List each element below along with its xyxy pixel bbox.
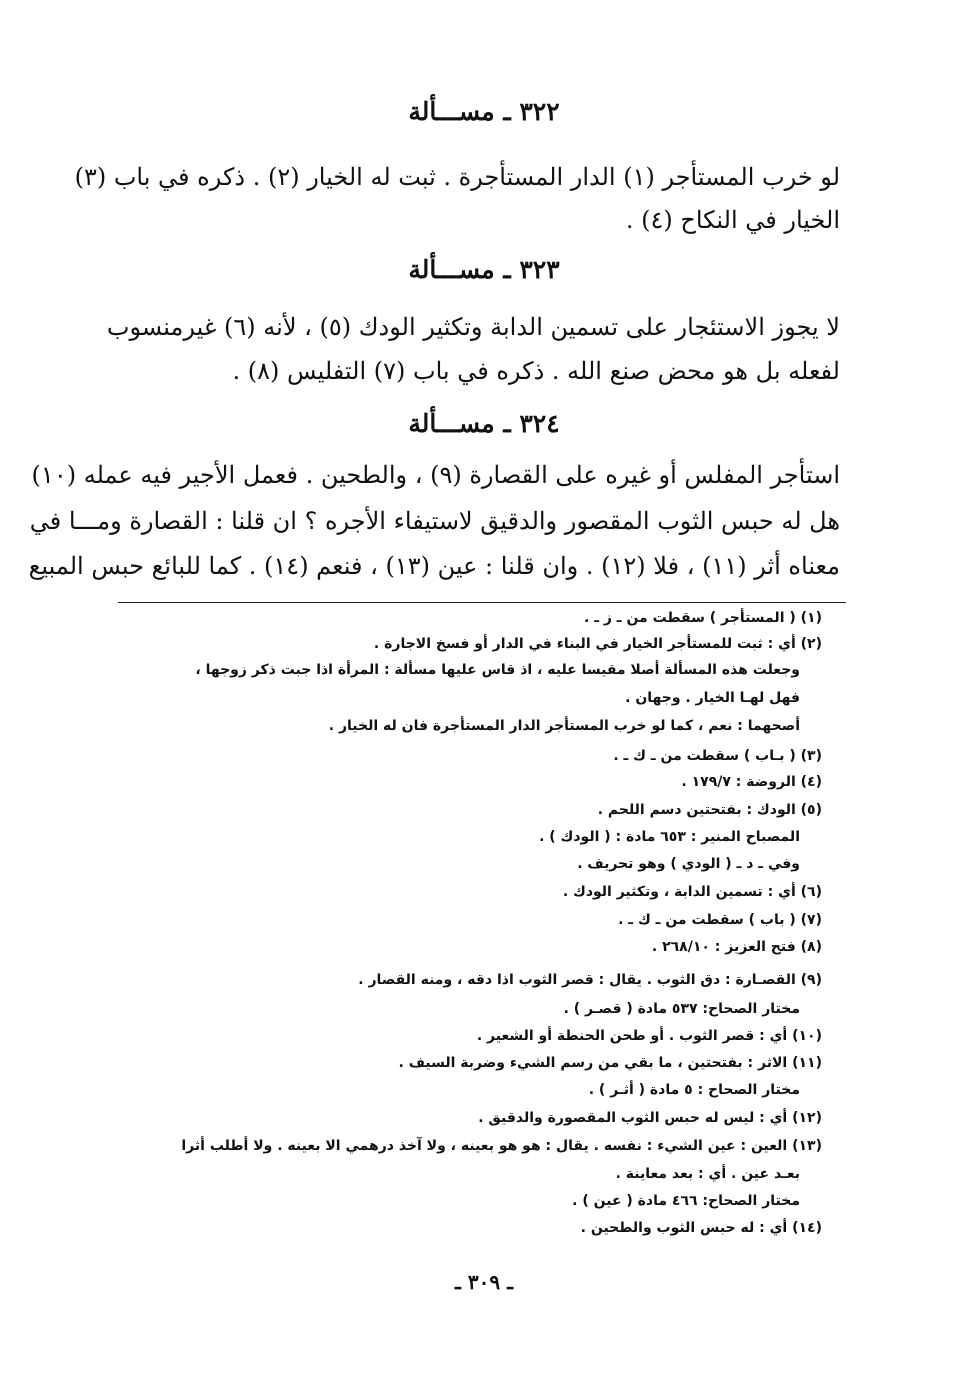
body-line: لفعله بل هو محض صنع الله . ذكره في باب (٧) التفليس (٨) . — [232, 357, 840, 385]
body-line: معناه أثر (١١) ، فلا (١٢) . وان قلنا : عين (١٣) ، فنعم (١٤) . كما للبائع حبس المبيع — [28, 552, 840, 580]
footnote: (٩) القصـارة : دق الثوب . يقال : قصر الثوب اذا دقه ، ومنه القصار . — [358, 972, 822, 988]
footnote: (٤) الروضة : ١٧٩/٧ . — [681, 774, 822, 790]
footnote: (٨) فتح العزيز : ٢٦٨/١٠ . — [651, 939, 822, 955]
problem-heading-323: ٣٢٣ ـ مســـألة — [408, 255, 560, 284]
footnote: (٦) أي : تسمين الدابة ، وتكثير الودك . — [562, 884, 822, 900]
footnote-continuation: مختار الصحاح: ٥٣٧ مادة ( قصـر ) . — [563, 1001, 800, 1017]
footnote: (١٤) أي : له حبس الثوب والطحين . — [580, 1220, 822, 1236]
footnote-continuation: مختار الصحاح: ٤٦٦ مادة ( عين ) . — [572, 1193, 800, 1209]
footnote-continuation: أصحهما : نعم ، كما لو خرب المستأجر الدار المستأجرة فان له الخيار . — [328, 718, 800, 734]
page-number: ـ ٣٠٩ ـ — [455, 1270, 513, 1294]
body-line: لا يجوز الاستئجار على تسمين الدابة وتكثير الودك (٥) ، لأنه (٦) غيرمنسوب — [106, 313, 840, 341]
footnote: (١٣) العين : عين الشيء : نفسه . يقال : هو هو بعينه ، ولا آخذ درهمي الا بعينه . ولا أطلب أثرا — [181, 1138, 822, 1154]
footnote-continuation: وفي ـ د ـ ( الودي ) وهو تحريف . — [577, 856, 800, 872]
footnote-continuation: بعـد عين . أي : بعد معاينة . — [615, 1166, 800, 1182]
footnote: (١٠) أي : قصر الثوب . أو طحن الحنطة أو الشعير . — [476, 1028, 822, 1044]
footnote-continuation: وجعلت هذه المسألة أصلا مقيسا عليه ، اذ قاس عليها مسألة : المرأة اذا جبت ذكر زوجها ، — [195, 662, 800, 678]
footnote: (٣) ( بـاب ) سقطت من ـ ك ـ . — [613, 748, 822, 764]
body-line: هل له حبس الثوب المقصور والدقيق لاستيفاء الأجره ؟ ان قلنا : القصارة ومـــا في — [29, 507, 840, 535]
footnote: (٧) ( باب ) سقطت من ـ ك ـ . — [618, 912, 822, 928]
footnote: (١١) الاثر : بفتحتين ، ما بقي من رسم الشيء وضربة السيف . — [398, 1055, 822, 1071]
problem-heading-322: ٣٢٢ ـ مســـألة — [408, 97, 560, 126]
body-line: لو خرب المستأجر (١) الدار المستأجرة . ثبت له الخيار (٢) . ذكره في باب (٣) — [74, 163, 840, 191]
body-line: الخيار في النكاح (٤) . — [625, 206, 840, 234]
body-line: استأجر المفلس أو غيره على القصارة (٩) ، والطحين . فعمل الأجير فيه عمله (١٠) — [31, 461, 840, 489]
footnote-continuation: مختار الصحاح : ٥ مادة ( أثـر ) . — [588, 1082, 800, 1098]
problem-heading-324: ٣٢٤ ـ مســـألة — [408, 409, 560, 438]
footnote-continuation: فهل لهـا الخيار . وجهان . — [625, 690, 800, 706]
footnote: (١٢) أي : ليس له حبس الثوب المقصورة والدقيق . — [478, 1110, 822, 1126]
footnote-continuation: المصباح المنير : ٦٥٣ مادة : ( الودك ) . — [539, 829, 800, 845]
footnote: (٢) أي : ثبت للمستأجر الخيار في البناء في الدار أو فسخ الاجارة . — [373, 636, 822, 652]
footnote: (١) ( المستأجر ) سقطت من ـ ز ـ . — [584, 610, 822, 626]
footnote-divider — [118, 602, 846, 603]
footnote: (٥) الودك : بفتحتين دسم اللحم . — [597, 802, 822, 818]
